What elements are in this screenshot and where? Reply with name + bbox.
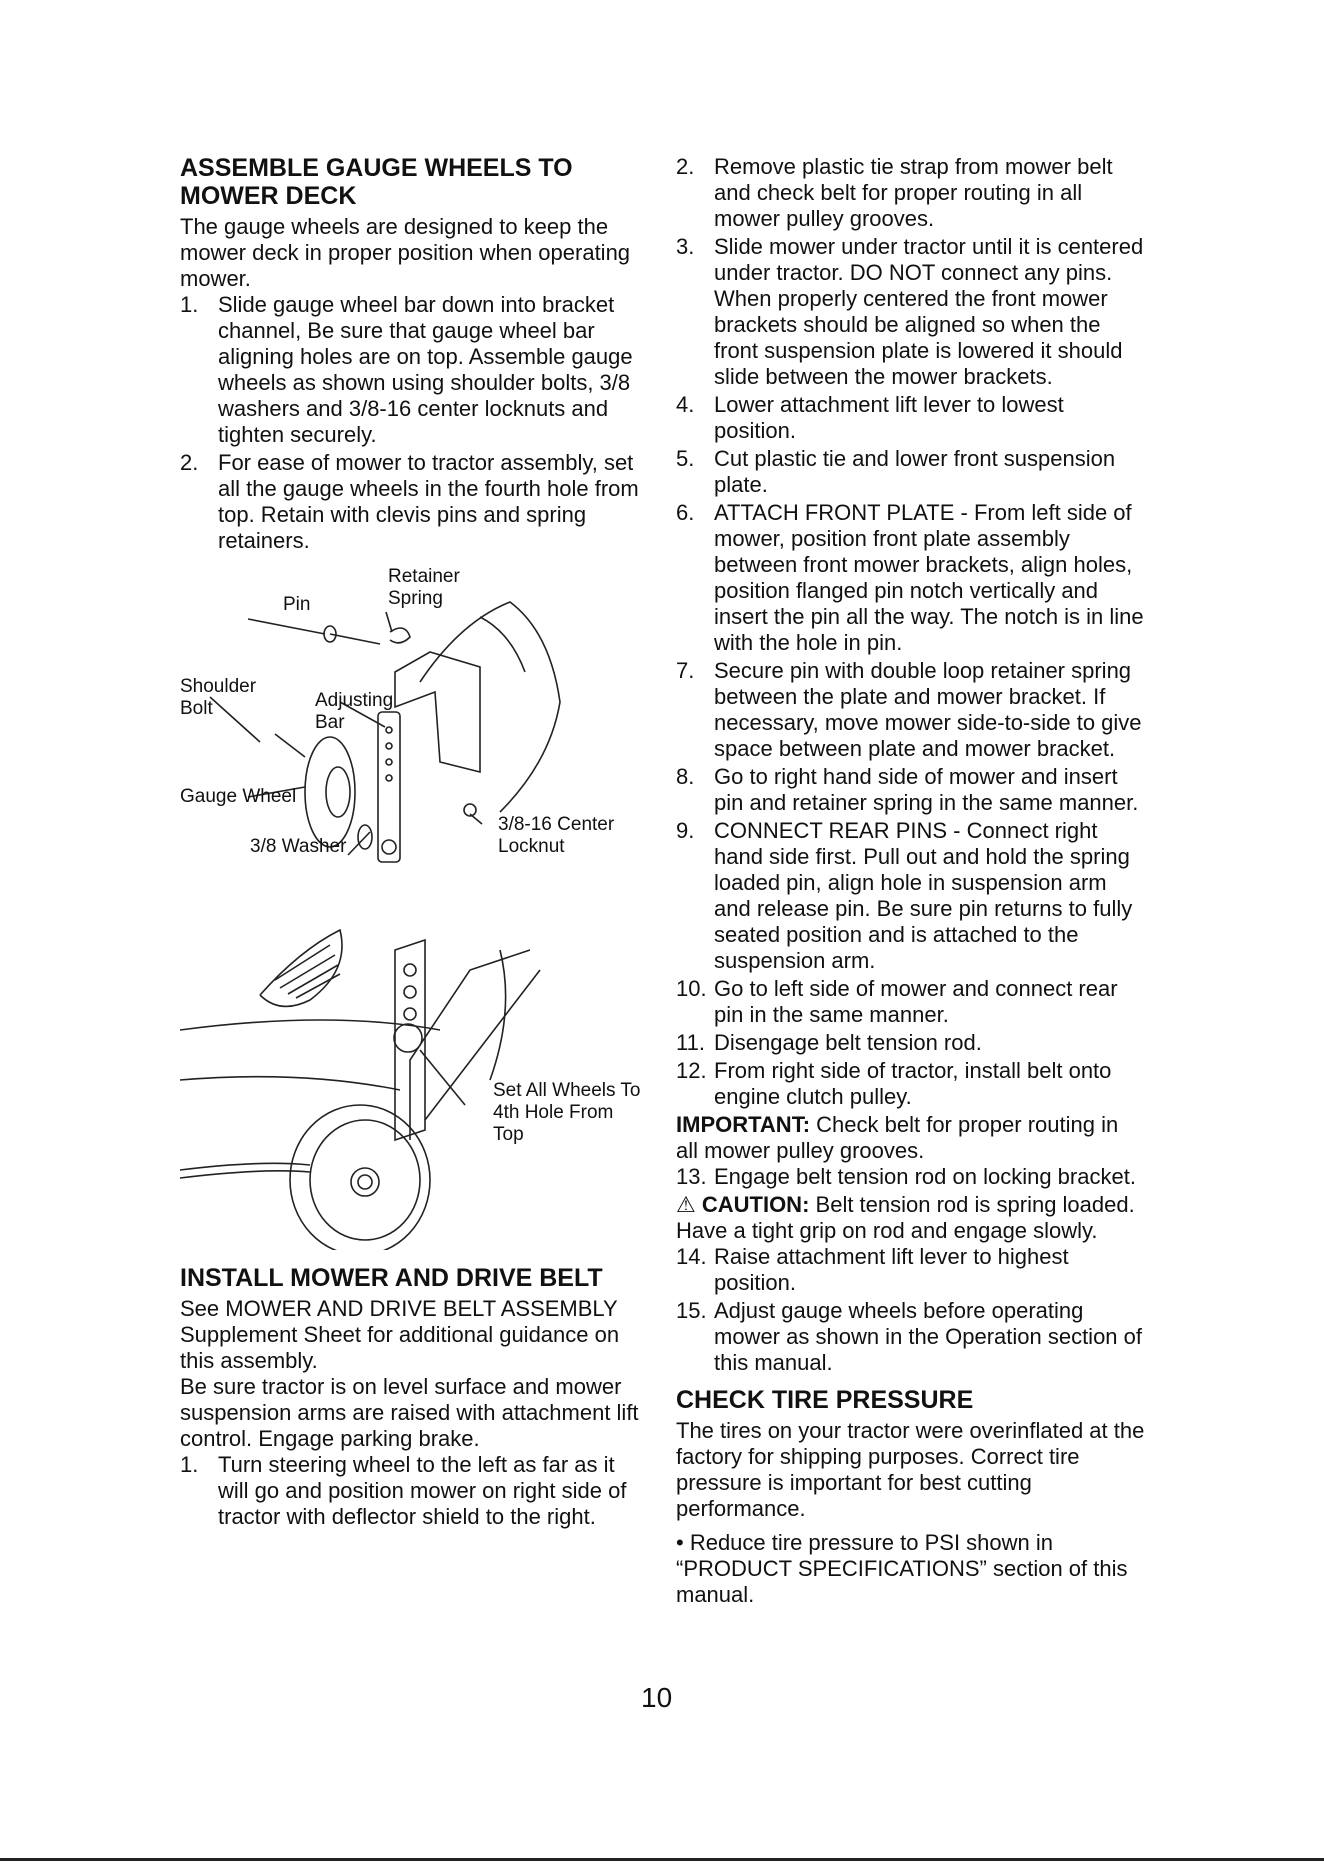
- list-item: 3. Slide mower under tractor until it is centered under tractor. DO NOT connect any pins. When properly centered the front mower brackets should be aligned so when the front suspension plate is lowered it should slide between the mower brackets.: [676, 234, 1144, 389]
- belt-steps-b: [676, 1164, 1146, 1190]
- list-item: 9. CONNECT REAR PINS - Connect right hand side first. Pull out and hold the spring loaded pin, align hole in suspension arm and release pin. Be sure pin returns to fully seated position and is attached to the suspension arm.: [676, 818, 1133, 973]
- list-item: 7. Secure pin with double loop retainer spring between the plate and mower bracket. If necessary, move mower side-to-side to give space between plate and mower bracket.: [676, 658, 1142, 761]
- warning-triangle-icon: ⚠: [676, 1192, 696, 1217]
- list-item: 6. ATTACH FRONT PLATE - From left side of mower, position front plate assembly between front mower brackets, align holes, position flanged pin notch vertically and insert the pin all the way. The notch is in line with the hole in pin.: [676, 500, 1144, 655]
- install-heading: INSTALL MOWER AND DRIVE BELT: [180, 1264, 603, 1292]
- important-label: IMPORTANT:: [676, 1112, 811, 1137]
- gauge-heading: ASSEMBLE GAUGE WHEELS TO MOWER DECK: [180, 154, 573, 210]
- pin-label: Pin: [283, 594, 311, 615]
- belt-steps-a: [676, 154, 1146, 1110]
- shoulder-bolt-label: Shoulder Bolt: [180, 676, 257, 719]
- gauge-wheel-assembly-figure: [180, 562, 650, 902]
- caution-text: Belt tension rod is spring loaded. Have a tight grip on rod and engage slowly.: [676, 1192, 1135, 1243]
- washer-label: 3/8 Washer: [250, 836, 347, 857]
- list-item: 2. For ease of mower to tractor assembly, set all the gauge wheels in the fourth hole from top. Retain with clevis pins and spring retainers.: [180, 450, 639, 553]
- left-column: [180, 154, 650, 1532]
- important-text: Check belt for proper routing in all mower pulley grooves.: [676, 1112, 1119, 1163]
- list-item: 12. From right side of tractor, install belt onto engine clutch pulley.: [676, 1058, 1112, 1109]
- adjusting-bar-label: Adjusting Bar: [315, 690, 394, 733]
- list-item: 11. Disengage belt tension rod.: [676, 1030, 982, 1055]
- list-item: 8. Go to right hand side of mower and insert pin and retainer spring in the same manner.: [676, 764, 1139, 815]
- caution-label: CAUTION:: [701, 1192, 810, 1217]
- list-item: 14. Raise attachment lift lever to highest position.: [676, 1244, 1069, 1295]
- install-para-1: See MOWER AND DRIVE BELT ASSEMBLY Supplement Sheet for additional guidance on this assembly.: [180, 1296, 620, 1373]
- wheel-height-figure: [180, 910, 650, 1250]
- list-item: 1. Slide gauge wheel bar down into bracket channel, Be sure that gauge wheel bar aligning holes are on top. Assemble gauge wheels as shown using shoulder bolts, 3/8 washers and 3/8-16 center locknuts and tighten securely.: [180, 292, 633, 447]
- bottom-rule: [0, 1858, 1324, 1861]
- list-item: 10. Go to left side of mower and connect rear pin in the same manner.: [676, 976, 1118, 1027]
- list-item: 4. Lower attachment lift lever to lowest position.: [676, 392, 1064, 443]
- caution-note: [676, 1192, 1146, 1244]
- list-item: 2. Remove plastic tie strap from mower belt and check belt for proper routing in all mower pulley grooves.: [676, 154, 1113, 231]
- list-item: 1. Turn steering wheel to the left as far as it will go and position mower on right side of tractor with deflector shield to the right.: [180, 1452, 627, 1529]
- install-steps: [180, 1452, 650, 1530]
- install-para-2: Be sure tractor is on level surface and mower suspension arms are raised with attachment lift control. Engage parking brake.: [180, 1374, 639, 1451]
- list-item: 5. Cut plastic tie and lower front suspension plate.: [676, 446, 1116, 497]
- retainer-spring-label: Retainer Spring: [388, 566, 460, 609]
- right-column: [676, 154, 1146, 1608]
- set-wheels-label: Set All Wheels To 4th Hole From Top: [493, 1080, 641, 1145]
- gauge-steps: [180, 292, 650, 554]
- important-note: [676, 1112, 1146, 1164]
- belt-steps-c: [676, 1244, 1146, 1376]
- page-number: 10: [641, 1682, 673, 1713]
- list-item: 15. Adjust gauge wheels before operating mower as shown in the Operation section of this manual.: [676, 1298, 1143, 1375]
- tire-heading: CHECK TIRE PRESSURE: [676, 1386, 974, 1414]
- tire-bullet: • Reduce tire pressure to PSI shown in “PRODUCT SPECIFICATIONS” section of this manual.: [676, 1530, 1128, 1607]
- list-item: 13. Engage belt tension rod on locking bracket.: [676, 1164, 1136, 1189]
- center-locknut-label: 3/8-16 Center Locknut: [498, 814, 615, 857]
- tire-para: The tires on your tractor were overinflated at the factory for shipping purposes. Correct tire pressure is important for best cutting performance.: [676, 1418, 1145, 1521]
- gauge-wheel-label: Gauge Wheel: [180, 786, 297, 807]
- gauge-intro: The gauge wheels are designed to keep the mower deck in proper position when operating mower.: [180, 214, 631, 291]
